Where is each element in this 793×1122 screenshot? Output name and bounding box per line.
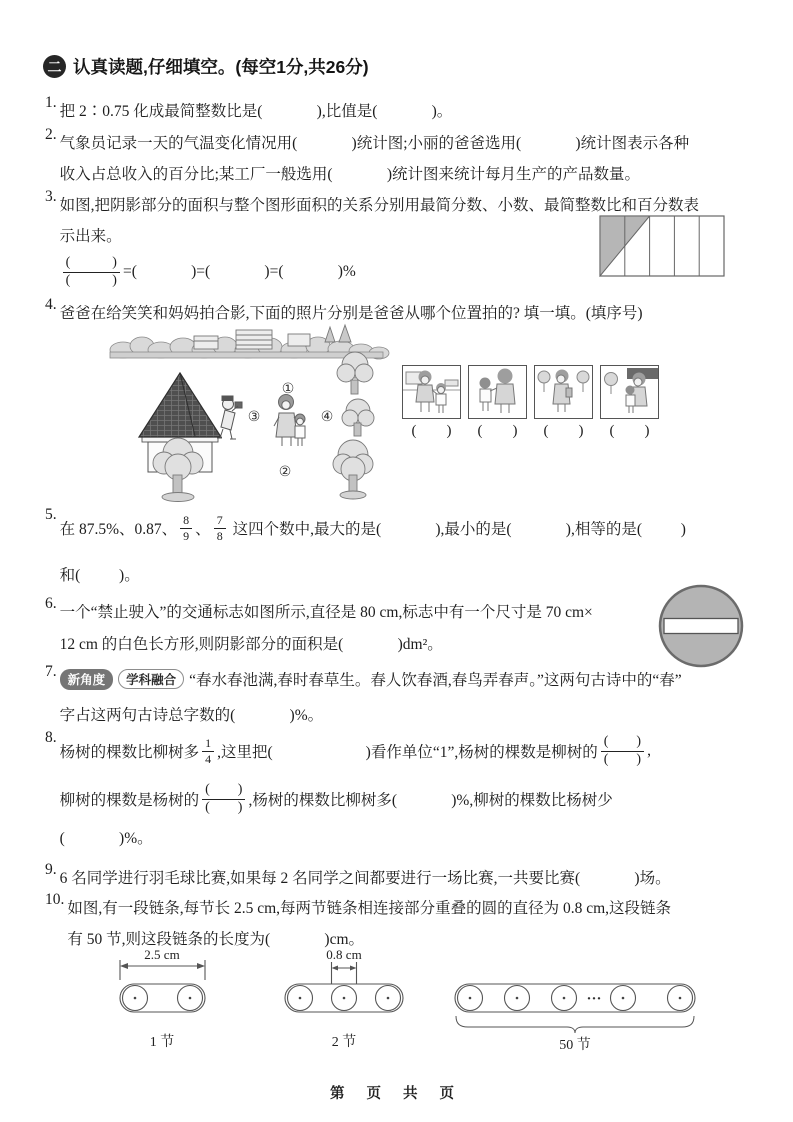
question-6-line1: 一个“禁止驶入”的交通标志如图所示,直径是 80 cm,标志中有一个尺寸是 70 cm× — [59, 604, 593, 621]
photo-2-image — [468, 365, 527, 419]
question-4-text: 爸爸在给笑笑和妈妈拍合影,下面的照片分别是爸爸从哪个位置拍的? 填一填。(填序号) — [59, 304, 643, 322]
question-6-number: 6. — [45, 595, 57, 612]
question-2-number: 2. — [45, 126, 57, 143]
question-7-number: 7. — [45, 663, 57, 680]
chain-2-links — [285, 962, 403, 1012]
question-8-number: 8. — [45, 729, 57, 746]
fraction-1-4: $\frac{1}{4}$ — [202, 736, 214, 767]
question-3-line2: 示出来。 — [59, 227, 122, 245]
question-8-line2-text-2: ,杨树的棵数比柳树多( )%,柳树的棵数比杨树少 — [248, 792, 613, 809]
question-10-number: 10. — [45, 891, 65, 908]
photographer-figure — [217, 396, 242, 439]
question-3-line1: 如图,把阴影部分的面积与整个图形面积的关系分别用最简分数、小数、最简整数比和百分数表 — [59, 196, 700, 214]
badge-subject-fusion: 学科融合 — [118, 669, 184, 689]
chain-diagram — [70, 950, 715, 1052]
question-8-text-2: ,这里把( )看作单位“1”,杨树的棵数是柳树的 — [217, 744, 598, 761]
question-9-text: 6 名同学进行羽毛球比赛,如果每 2 名同学之间都要进行一场比赛,一共要比赛( )场。 — [59, 869, 671, 887]
section-title: 认真读题,仔细填空。(每空1分,共26分) — [73, 57, 369, 77]
position-label-2: ② — [278, 464, 292, 480]
question-2-line2: 收入占总收入的百分比;某工厂一般选用( )统计图来统计每月生产的产品数量。 — [59, 165, 641, 183]
question-9 — [45, 861, 767, 892]
answer-fraction-blank: $\frac{( )}{( )}$ — [601, 734, 644, 769]
question-8-line2-text-1: 柳树的棵数是杨树的 — [59, 792, 200, 809]
photo-4-image — [600, 365, 659, 419]
photo-3-image — [534, 365, 593, 419]
badge-new-angle: 新角度 — [60, 669, 114, 690]
photo-2-answer-blank: ( ) — [477, 423, 518, 439]
chain-50-links — [455, 984, 695, 1033]
question-8-text-3: , — [647, 742, 651, 759]
question-7 — [45, 663, 767, 730]
answer-fraction-blank: $\frac{( )}{( )}$ — [202, 782, 245, 817]
question-2-line1: 气象员记录一天的气温变化情况用( )统计图;小丽的爸爸选用( )统计图表示各种 — [59, 134, 690, 152]
label-2-links: 2 节 — [331, 1035, 357, 1050]
question-4-number: 4. — [45, 296, 57, 313]
no-entry-sign — [656, 583, 746, 669]
fraction-8-9: $\frac{8}{9}$ — [180, 513, 192, 544]
question-3-equation: =( )=( )=( )% — [122, 263, 356, 280]
photo-1-answer-blank: ( ) — [411, 423, 452, 439]
question-8-line3: ( )%。 — [59, 829, 153, 847]
question-1-text: 把 2∶0.75 化成最简整数比是( ),比值是( )。 — [59, 102, 453, 120]
question-2 — [45, 126, 767, 188]
chain-1-link — [120, 960, 205, 1012]
label-1-link: 1 节 — [149, 1035, 175, 1050]
photo-strip — [402, 365, 666, 443]
photo-4-answer-blank: ( ) — [609, 423, 650, 439]
question-1 — [45, 94, 767, 125]
position-label-4: ④ — [320, 409, 334, 425]
question-7-line2: 字占这两句古诗总字数的( )%。 — [59, 707, 324, 724]
answer-fraction-blank: $\frac{( )}{( )}$ — [63, 255, 120, 290]
photo-2 — [468, 365, 527, 443]
question-5-number: 5. — [45, 506, 57, 523]
photo-4 — [600, 365, 659, 443]
question-5-text-2: 这四个数中,最大的是( ),最小的是( ),相等的是( ) — [228, 521, 686, 538]
ellipsis-dots: ··· — [586, 991, 602, 1007]
question-5-text: 在 87.5%、0.87、 — [59, 521, 178, 538]
page-footer: 第 页 共 页 — [329, 1086, 464, 1102]
ground-strip — [110, 352, 383, 358]
photo-1 — [402, 365, 461, 443]
question-6-line2: 12 cm 的白色长方形,则阴影部分的面积是( )dm²。 — [59, 636, 443, 653]
scene-illustration — [98, 323, 398, 509]
mom-and-child-figures — [274, 395, 305, 447]
question-10-line1: 如图,有一段链条,每节长 2.5 cm,每两节链条相连接部分重叠的圆的直径为 0.8 cm,这段链条 — [67, 899, 671, 917]
question-3-number: 3. — [45, 188, 57, 205]
question-1-number: 1. — [45, 94, 57, 111]
fraction-7-8: $\frac{7}{8}$ — [214, 513, 226, 544]
question-9-number: 9. — [45, 861, 57, 878]
section-number-icon: 二 — [43, 55, 66, 78]
photo-1-image — [402, 365, 461, 419]
question-5-line2: 和( )。 — [59, 566, 140, 584]
position-label-3: ③ — [247, 409, 261, 425]
question-8 — [45, 729, 767, 852]
question-8-text-1: 杨树的棵数比柳树多 — [59, 744, 200, 761]
shaded-rectangle-figure — [599, 215, 725, 277]
photo-3 — [534, 365, 593, 443]
list-separator: 、 — [195, 521, 211, 538]
section-header — [43, 54, 369, 79]
question-7-line1: “春水春池满,春时春草生。春人饮春酒,春鸟弄春声。”这两句古诗中的“春” — [189, 672, 682, 689]
question-5 — [45, 506, 767, 589]
label-50-links: 50 节 — [559, 1038, 591, 1052]
position-label-1: ① — [281, 381, 295, 397]
dimension-2-5cm: 2.5 cm — [144, 950, 180, 962]
right-trees — [333, 352, 374, 499]
question-10-line2: 有 50 节,则这段链条的长度为( )cm。 — [67, 930, 365, 948]
question-10 — [45, 891, 767, 953]
photo-3-answer-blank: ( ) — [543, 423, 584, 439]
dimension-0-8cm: 0.8 cm — [326, 950, 362, 962]
